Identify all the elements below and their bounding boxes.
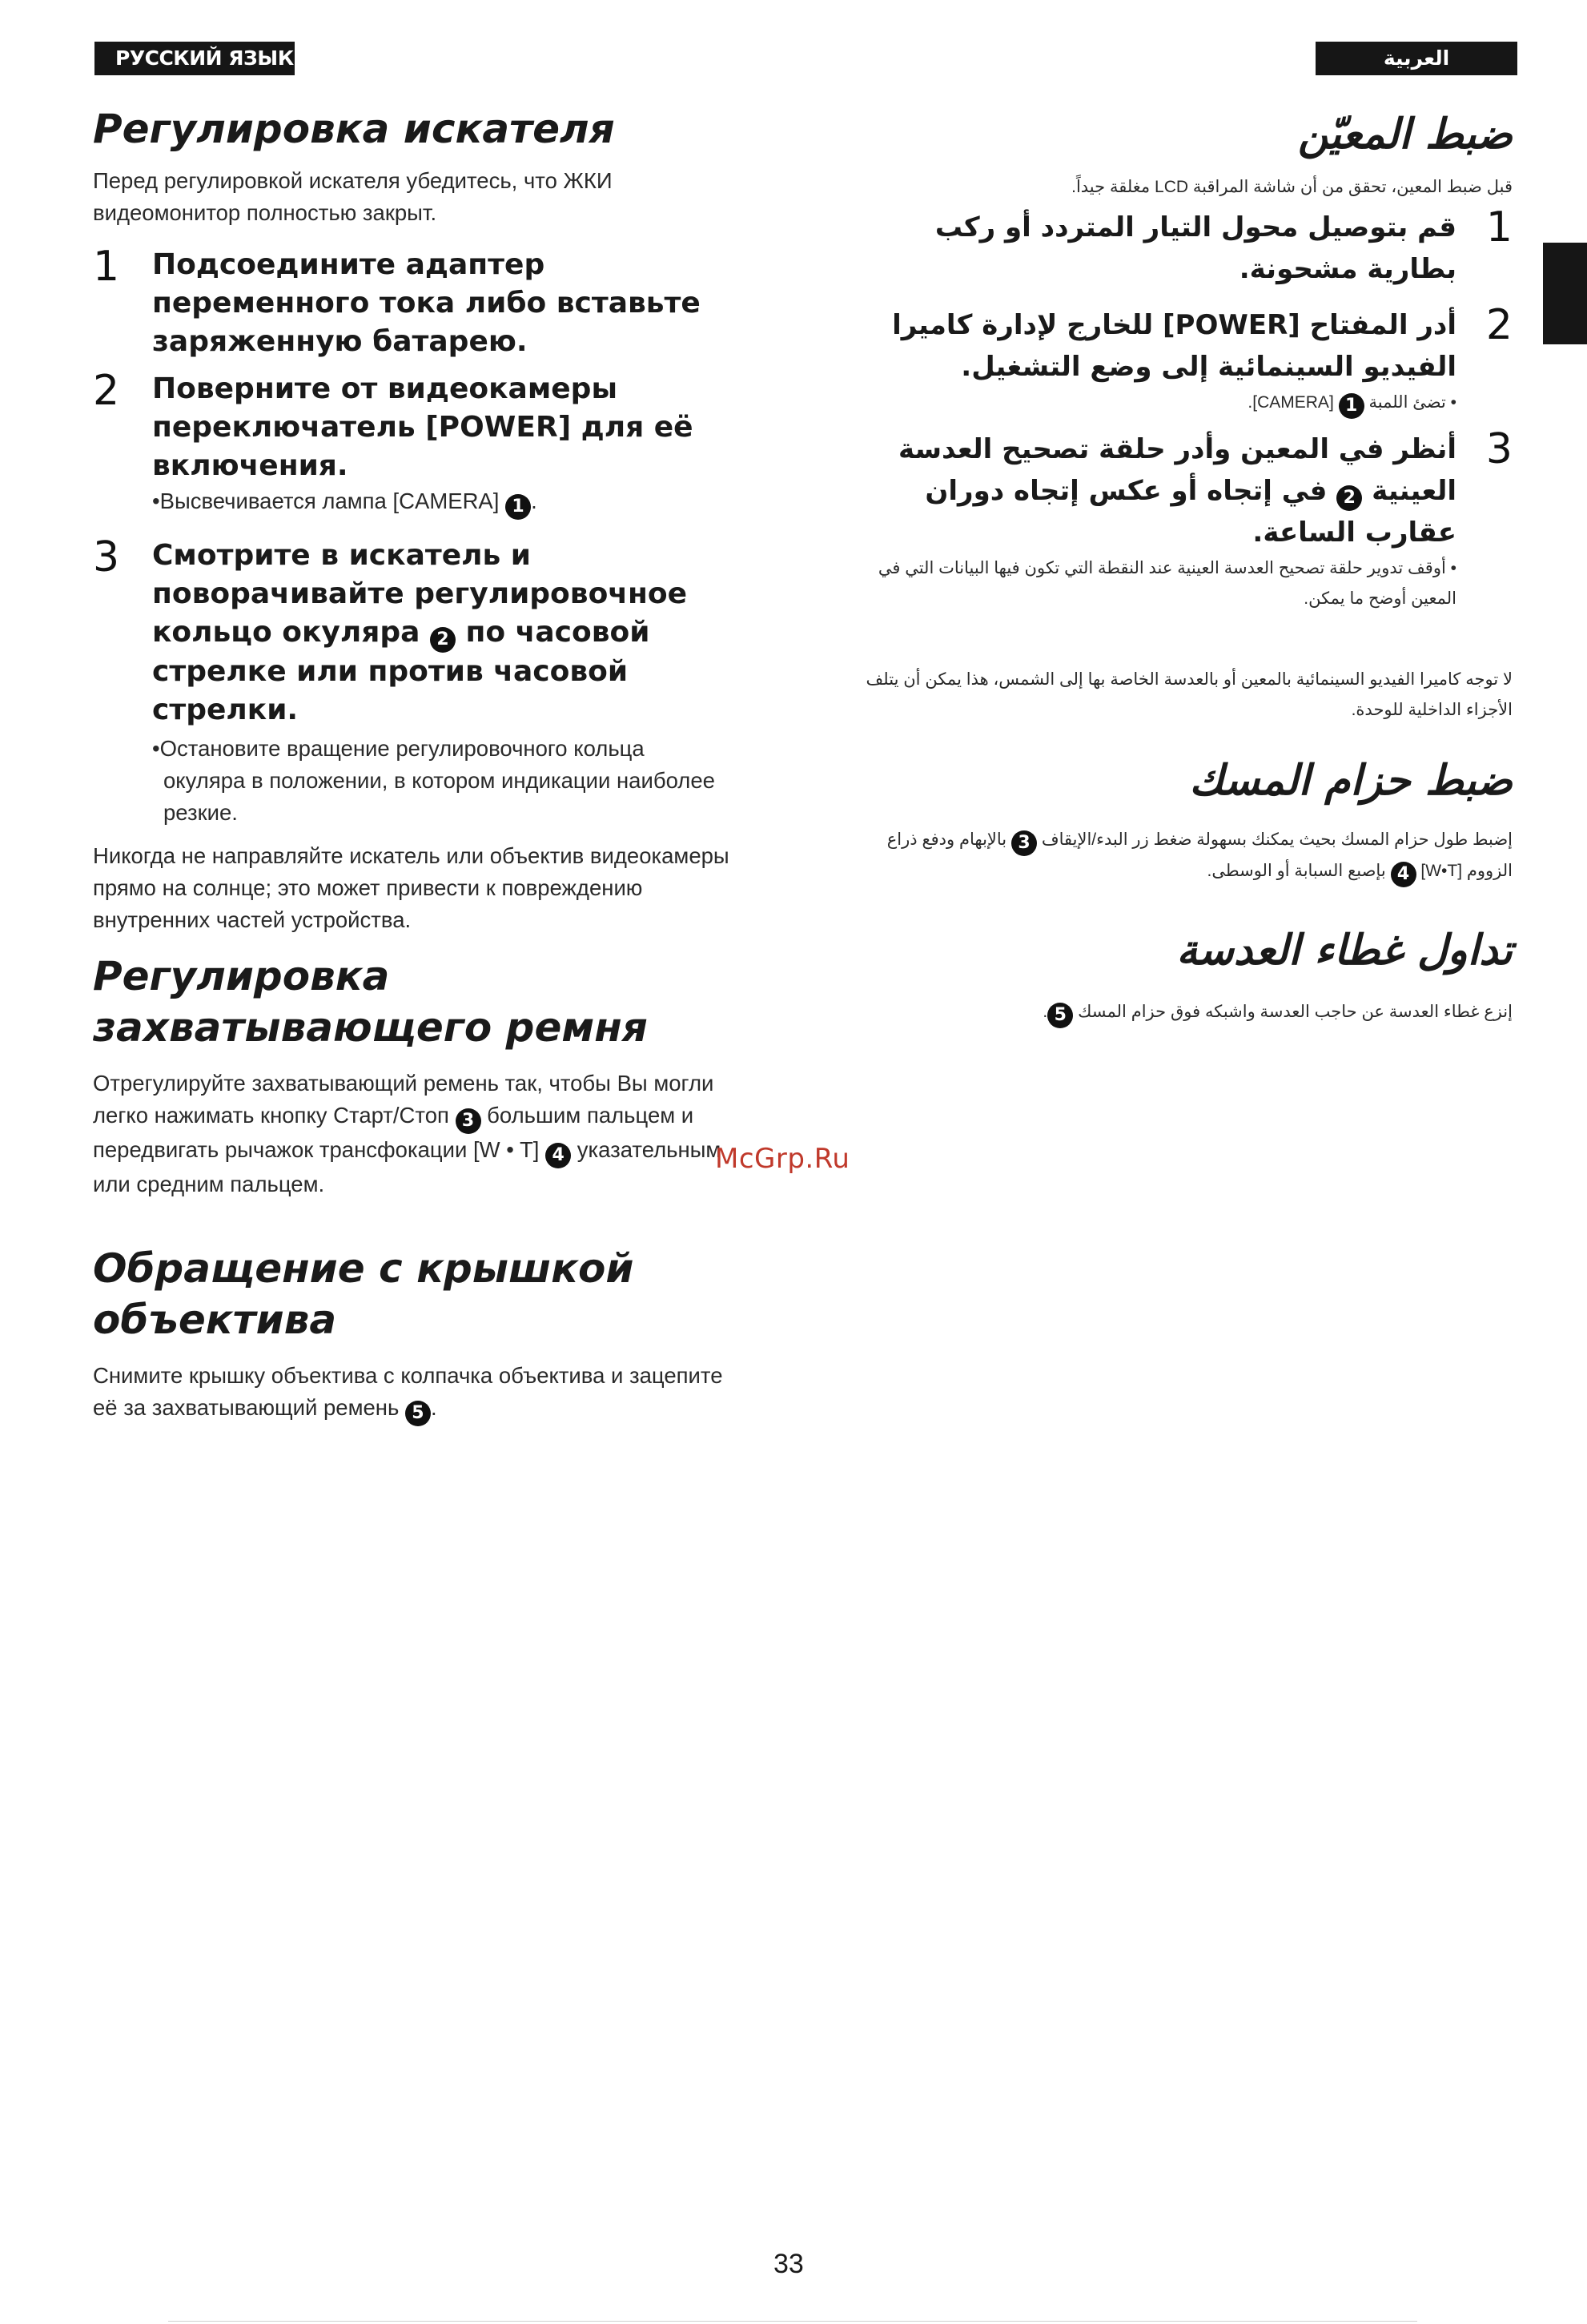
heading-lens-cap-line2: объектива [93, 1297, 337, 1343]
step-number: 1 [1485, 203, 1513, 251]
heading-grip-belt-line2: захватывающего ремня [93, 1004, 648, 1051]
step-note: •Остановите вращение регулировочного кольца окуляра в положении, в котором индикации наиболее резкие. [152, 736, 715, 825]
step-note: •Высвечивается лампа [CAMERA] 1 . [152, 485, 757, 520]
step-note: • أوقف تدوير حلقة تصحيح العدسة العينية عند النقطة التي تكون فيها البيانات التي في المعين أوضح ما يمكن. [878, 559, 1456, 608]
step-2 [93, 367, 757, 520]
callout-marker: 3 [1011, 830, 1037, 856]
step-text-part: أنظر في المعين وأدر حلقة تصحيح العدسة العينية [898, 433, 1456, 507]
step-number: 3 [93, 533, 120, 581]
note-text: تضئ اللمبة [1368, 393, 1446, 412]
step-text: أدر المفتاح [POWER] للخارج لإدارة كاميرا الفيديو السينمائية إلى وضع التشغيل. [892, 309, 1456, 383]
callout-marker: 1 [505, 494, 531, 520]
step-note: • تضئ اللمبة 1 [CAMERA]. [856, 388, 1456, 419]
language-tab-russian: РУССКИЙ ЯЗЫК [94, 42, 295, 75]
callout-marker: 4 [545, 1143, 571, 1168]
heading-viewfinder-adjustment: Регулировка искателя [93, 106, 615, 152]
step-number: 2 [93, 367, 120, 415]
bottom-rule [168, 2321, 1417, 2322]
step-text: Подсоедините адаптер переменного тока либо вставьте заряженную батарею. [152, 248, 701, 358]
step-number: 3 [1485, 425, 1513, 473]
arabic-heading-grip-belt: ضبط حزام المسك [1189, 757, 1513, 805]
heading-grip-belt-line1: Регулировка [93, 953, 390, 999]
step-text-part: Смотрите в искатель и поворачивайте регулировочное кольцо окуляра [152, 539, 688, 649]
watermark: McGrp.Ru [715, 1143, 850, 1175]
step-text: Поверните от видеокамеры переключатель [POWER] для её включения. [152, 372, 693, 482]
step-number: 2 [1485, 301, 1513, 349]
step-3 [93, 533, 757, 829]
viewfinder-intro-text: Перед регулировкой искателя убедитесь, что ЖКИ видеомонитор полностью закрыт. [93, 168, 613, 225]
text-part: بإصبع السبابة أو الوسطى. [1207, 862, 1386, 880]
arabic-lens-cap-text: إنزع غطاء العدسة عن حاجب العدسة واشبكه فوق حزام المسك 5. [856, 997, 1513, 1028]
arabic-sun-warning: لا توجه كاميرا الفيديو السينمائية بالمعين أو بالعدسة الخاصة بها إلى الشمس، هذا يمكن أن يتلف الأجزاء الداخلية للوحدة. [866, 670, 1513, 719]
page-number: 33 [773, 2249, 804, 2279]
text-part: Снимите крышку объектива с колпачка объектива и зацепите её за захватывающий ремень [93, 1363, 723, 1420]
note-text: أوقف تدوير حلقة تصحيح العدسة العينية عند النقطة التي تكون فيها البيانات التي في المعين أوضح ما يمكن. [878, 559, 1456, 608]
step-1 [93, 243, 757, 361]
callout-marker: 5 [405, 1401, 431, 1426]
note-text: Остановите вращение регулировочного кольца окуляра в положении, в котором индикации наиболее резкие. [159, 736, 715, 825]
text-part: إضبط طول حزام المسك بحيث يمكنك بسهولة ضغط زر البدء/الإيقاف [1041, 830, 1513, 849]
sun-warning-text: Никогда не направляйте искатель или объектив видеокамеры прямо на солнце; это может привести к повреждению внутренних частей устройства. [93, 843, 729, 932]
arabic-grip-belt-text [856, 825, 1513, 887]
step-number: 1 [93, 243, 120, 291]
step-text [856, 428, 1456, 553]
callout-marker: 2 [430, 627, 456, 653]
callout-marker: 4 [1391, 862, 1416, 887]
arabic-heading-viewfinder: ضبط المعيّن [1297, 111, 1513, 159]
text-part: إنزع غطاء العدسة عن حاجب العدسة واشبكه فوق حزام المسك [1078, 1003, 1513, 1021]
step-text [152, 537, 757, 730]
callout-marker: 5 [1047, 1003, 1073, 1028]
step-text-part: في إتجاه أو عكس إتجاه دوران عقارب الساعة. [925, 475, 1456, 549]
callout-marker: 1 [1339, 393, 1364, 419]
language-tab-arabic: العربية [1316, 42, 1517, 75]
step-text: قم بتوصيل محول التيار المتردد أو ركب بطارية مشحونة. [934, 211, 1456, 285]
step-text-part: по часовой стрелке или против часовой стрелки. [152, 616, 650, 726]
text-part: указательным или средним пальцем. [93, 1137, 721, 1196]
callout-marker: 2 [1336, 485, 1362, 511]
arabic-viewfinder-intro: قبل ضبط المعين، تحقق من أن شاشة المراقبة LCD مغلقة جيداً. [1071, 178, 1513, 196]
heading-lens-cap-line1: Обращение с крышкой [93, 1245, 634, 1292]
text-part: Отрегулируйте захватывающий ремень так, чтобы Вы могли легко нажимать кнопку Старт/Стоп [93, 1071, 714, 1128]
arabic-heading-lens-cap: تداول غطاء العدسة [1176, 927, 1513, 975]
note-text: [CAMERA]. [1248, 393, 1334, 412]
section-edge-marker [1543, 243, 1587, 344]
arabic-step-1 [856, 203, 1513, 290]
grip-belt-text [93, 1068, 745, 1200]
arabic-step-2 [856, 301, 1513, 419]
lens-cap-text: Снимите крышку объектива с колпачка объектива и зацепите её за захватывающий ремень 5 . [93, 1360, 745, 1426]
text-part: بالإبهام ودفع ذراع الزووم [W•T] [886, 830, 1513, 880]
callout-marker: 3 [456, 1108, 481, 1134]
note-text: Высвечивается лампа [CAMERA] [159, 489, 500, 513]
text-part: большим пальцем и передвигать рычажок трансфокации [W • T] [93, 1103, 694, 1162]
arabic-step-3 [856, 425, 1513, 614]
